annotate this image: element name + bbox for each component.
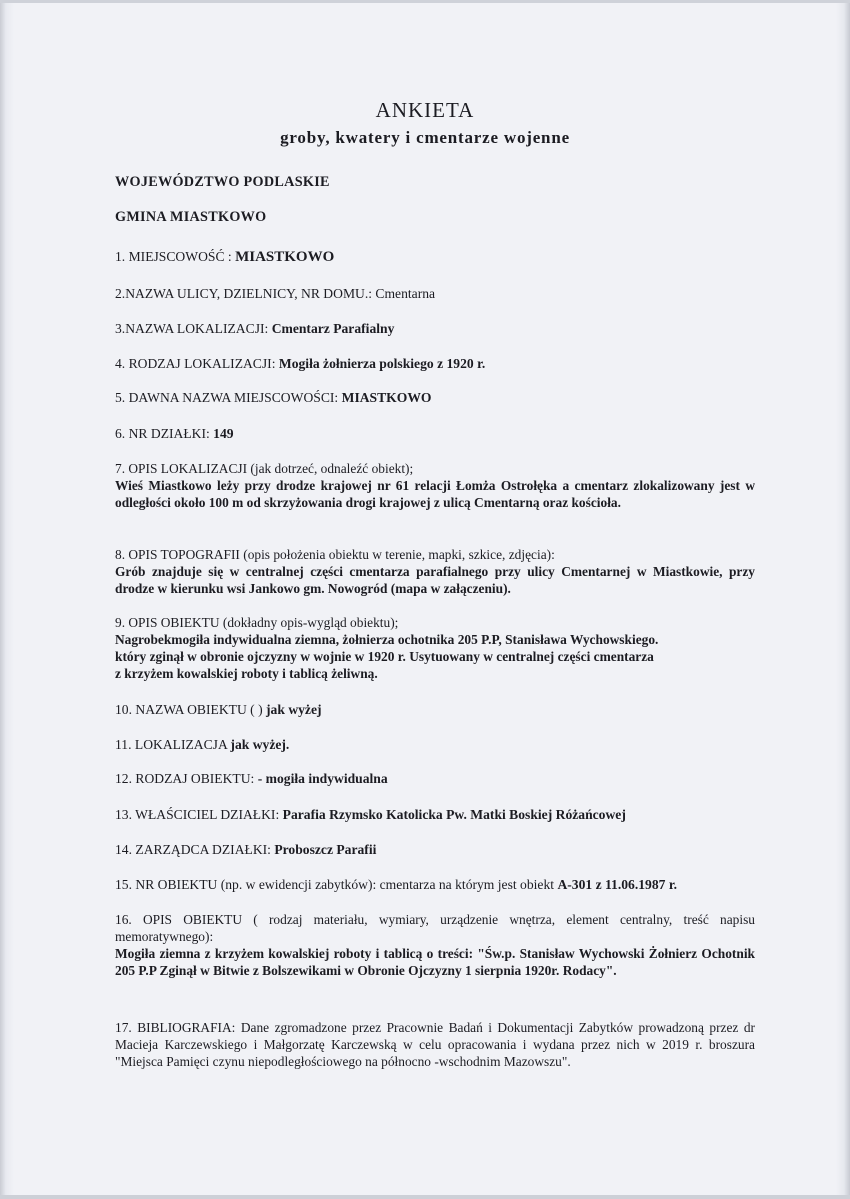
field-7 [115, 460, 755, 511]
field-9-line-2: który zginął w obronie ojczyzny w wojnie w 1920 r. Usytuowany w centralnej części cmentarza [115, 649, 654, 664]
field-8-label: 8. OPIS TOPOGRAFII (opis położenia obiektu w terenie, mapki, szkice, zdjęcia): [115, 547, 555, 562]
field-6-value: 149 [213, 426, 234, 441]
document-title: ANKIETA [375, 98, 475, 122]
field-15 [115, 876, 755, 893]
field-12 [115, 770, 755, 787]
region-heading: WOJEWÓDZTWO PODLASKIE [115, 174, 330, 190]
scan-edge-top [0, 0, 850, 3]
field-1-value: MIASTKOWO [235, 249, 335, 265]
field-5-label: 5. DAWNA NAZWA MIEJSCOWOŚCI: [115, 390, 342, 405]
field-13 [115, 806, 755, 823]
field-1 [115, 248, 755, 266]
field-9 [115, 614, 755, 682]
field-5-value: MIASTKOWO [341, 390, 432, 405]
field-16-label: 16. OPIS OBIEKTU ( rodzaj materiału, wymiary, urządzenie wnętrza, element centralny, treść napisu memoratywnego): [115, 912, 755, 944]
scan-edge-bottom [0, 1195, 850, 1199]
field-9-label: 9. OPIS OBIEKTU (dokładny opis-wygląd obiektu); [115, 615, 399, 630]
field-3 [115, 320, 755, 337]
field-8 [115, 546, 755, 597]
field-13-label: 13. WŁAŚCICIEL DZIAŁKI: [115, 807, 283, 822]
field-10-value: jak wyżej [266, 702, 322, 717]
field-14 [115, 841, 755, 858]
field-4 [115, 355, 755, 372]
document-subtitle: groby, kwatery i cmentarze wojenne [280, 128, 570, 147]
field-7-label: 7. OPIS LOKALIZACJI (jak dotrzeć, odnaleźć obiekt); [115, 461, 414, 476]
field-4-label: 4. RODZAJ LOKALIZACJI: [115, 356, 279, 371]
field-15-label: 15. NR OBIEKTU (np. w ewidencji zabytków): cmentarza na którym jest obiekt [115, 877, 558, 892]
field-12-label: 12. RODZAJ OBIEKTU: [115, 771, 258, 786]
field-2 [115, 285, 755, 302]
field-8-value: Grób znajduje się w centralnej części cmentarza parafialnego przy ulicy Cmentarnej w Miastkowie, przy drodze w kierunku wsi Jankowo gm. Nowogród (mapa w załączeniu). [115, 564, 755, 596]
field-16-value: Mogiła ziemna z krzyżem kowalskiej roboty i tablicą o treści: "Św.p. Stanisław Wychowski Żołnierz Ochotnik 205 P.P Zginął w Bitwie z Bolszewikami w Obronie Ojczyzny 1 sierpnia 1920r. Rodacy". [115, 946, 755, 978]
field-3-label: 3.NAZWA LOKALIZACJI: [115, 321, 272, 336]
field-16 [115, 911, 755, 979]
field-9-line-3: z krzyżem kowalskiej roboty i tablicą żeliwną. [115, 666, 378, 681]
field-13-value: Parafia Rzymsko Katolicka Pw. Matki Boskiej Różańcowej [282, 807, 626, 822]
field-14-label: 14. ZARZĄDCA DZIAŁKI: [115, 842, 275, 857]
municipality-heading: GMINA MIASTKOWO [115, 209, 267, 225]
field-10-label: 10. NAZWA OBIEKTU ( ) [115, 702, 267, 717]
field-2-value: Cmentarna [375, 286, 436, 301]
field-1-label: 1. MIEJSCOWOŚĆ : [115, 249, 236, 264]
field-15-value: A-301 z 11.06.1987 r. [557, 877, 678, 892]
field-6-label: 6. NR DZIAŁKI: [115, 426, 214, 441]
field-10 [115, 701, 755, 718]
field-17-text: 17. BIBLIOGRAFIA: Dane zgromadzone przez Pracownie Badań i Dokumentacji Zabytków prowadzoną przez dr Macieja Karczewskiego i Małgorzatę Karczewską w celu opracowania i wydana przez nich w 2019 r. broszura "Miejsca Pamięci czynu niepodległościowego na północno -wschodnim Mazowszu". [115, 1020, 755, 1069]
field-3-value: Cmentarz Parafialny [271, 321, 395, 336]
field-9-line-1: Nagrobekmogiła indywidualna ziemna, żołnierza ochotnika 205 P.P, Stanisława Wychowskiego. [115, 632, 659, 647]
field-5 [115, 389, 755, 406]
field-17 [115, 1019, 755, 1070]
field-4-value: Mogiła żołnierza polskiego z 1920 r. [278, 356, 486, 371]
field-12-value: - mogiła indywidualna [257, 771, 388, 786]
field-2-label: 2.NAZWA ULICY, DZIELNICY, NR DOMU.: [115, 286, 376, 301]
field-11-value: jak wyżej. [230, 737, 290, 752]
field-11-label: 11. LOKALIZACJA [115, 737, 231, 752]
field-11 [115, 736, 755, 753]
field-14-value: Proboszcz Parafii [274, 842, 377, 857]
field-7-value: Wieś Miastkowo leży przy drodze krajowej nr 61 relacji Łomża Ostrołęka a cmentarz zlokalizowany jest w odległości około 100 m od skrzyżowania drogi krajowej z ulicą Cmentarną oraz kościoła. [115, 478, 755, 510]
field-6 [115, 425, 755, 442]
